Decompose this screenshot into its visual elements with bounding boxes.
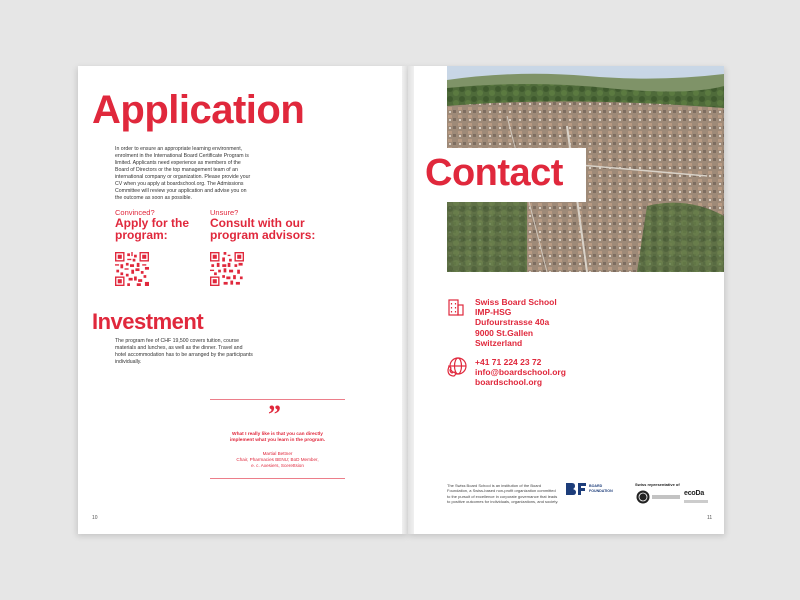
- address-line-1: Swiss Board School: [475, 297, 557, 307]
- quote-text: [210, 432, 345, 445]
- quote-role-line1: Chair, Pharmacies BENU; BoD Member,: [236, 457, 319, 463]
- ecoda-tagline-mark: [684, 500, 708, 503]
- board-foundation-logo-mark: [565, 482, 587, 496]
- cta-consult: [210, 208, 315, 241]
- address-line-2: IMP-HSG: [475, 307, 512, 318]
- application-intro: In order to ensure an appropriate learning environment, enrolment in the International Board Certificate Program is limited. Applicants need experience as members of the Board of Directors or the top management team of an international company or organization. Please provide your CV when you apply at boardschool.org. The Admissions Committee will review your application and advise you on the outcome as soon as possible.: [115, 146, 251, 201]
- globe-phone-icon: [446, 356, 468, 378]
- quote-role-line2: e. c. Axesiers, Scerettsion: [251, 463, 304, 469]
- advisors-qr-code[interactable]: [210, 252, 244, 286]
- swiss-representative-label: Swiss representative of: [635, 482, 680, 487]
- contact-title: Contact: [425, 152, 563, 194]
- quote-icon: ”: [268, 400, 281, 429]
- contact-details: [475, 357, 566, 388]
- board-foundation-line1: BOARD: [589, 484, 603, 488]
- quote-bottom-rule: [210, 478, 345, 479]
- partner-seal-logo: [636, 490, 650, 504]
- address-line-3: Dufourstrasse 40a: [475, 317, 550, 328]
- apply-qr-code[interactable]: [115, 252, 149, 286]
- investment-text: The program fee of CHF 19,500 covers tuition, course materials and lunches, as well as the dinner. Travel and hotel accommodation has to be arranged by the participants individually.: [115, 338, 253, 365]
- building-icon: [446, 297, 466, 317]
- address-block: [475, 297, 557, 348]
- cta-consult-kicker: Unsure?: [210, 208, 239, 217]
- board-foundation-text: [589, 484, 613, 493]
- phone-number[interactable]: +41 71 224 23 72: [475, 357, 542, 367]
- partner-seal-text-mark: [652, 495, 680, 499]
- page-number-left: 10: [92, 515, 98, 521]
- quote-text-line2: implement what you learn in the program.: [229, 438, 326, 444]
- footer-description: The Swiss Board School is an institution of the Board Foundation, a Swiss-based non-profit organization committed to the pursuit of excellence in corporate governance that leads to positive outcomes for individuals, organizations, and society.: [447, 483, 559, 504]
- cta-apply: [115, 208, 189, 241]
- cta-apply-line2: program:: [115, 228, 168, 242]
- address-line-4: 9000 St.Gallen: [475, 327, 534, 338]
- board-foundation-logo: [565, 482, 613, 501]
- quote-name: Martial Bettner: [262, 451, 293, 456]
- spine: [402, 66, 414, 534]
- cta-consult-line1: Consult with our: [210, 216, 305, 230]
- email-link[interactable]: info@boardschool.org: [475, 367, 566, 378]
- quote-text-line1: What I really like is that you can directly: [232, 432, 323, 437]
- investment-title: Investment: [92, 309, 204, 334]
- website-link[interactable]: boardschool.org: [475, 377, 543, 388]
- application-title: Application: [92, 88, 305, 132]
- board-foundation-line2: FOUNDATION: [589, 488, 613, 493]
- cta-apply-line1: Apply for the: [115, 216, 189, 230]
- page-number-right: 11: [707, 515, 713, 521]
- address-line-5: Switzerland: [475, 337, 523, 348]
- ecoda-logo: ecoDa: [684, 490, 705, 497]
- cta-consult-line2: program advisors:: [210, 228, 316, 242]
- quote-attribution: [210, 451, 345, 469]
- cta-apply-kicker: Convinced?: [115, 208, 155, 217]
